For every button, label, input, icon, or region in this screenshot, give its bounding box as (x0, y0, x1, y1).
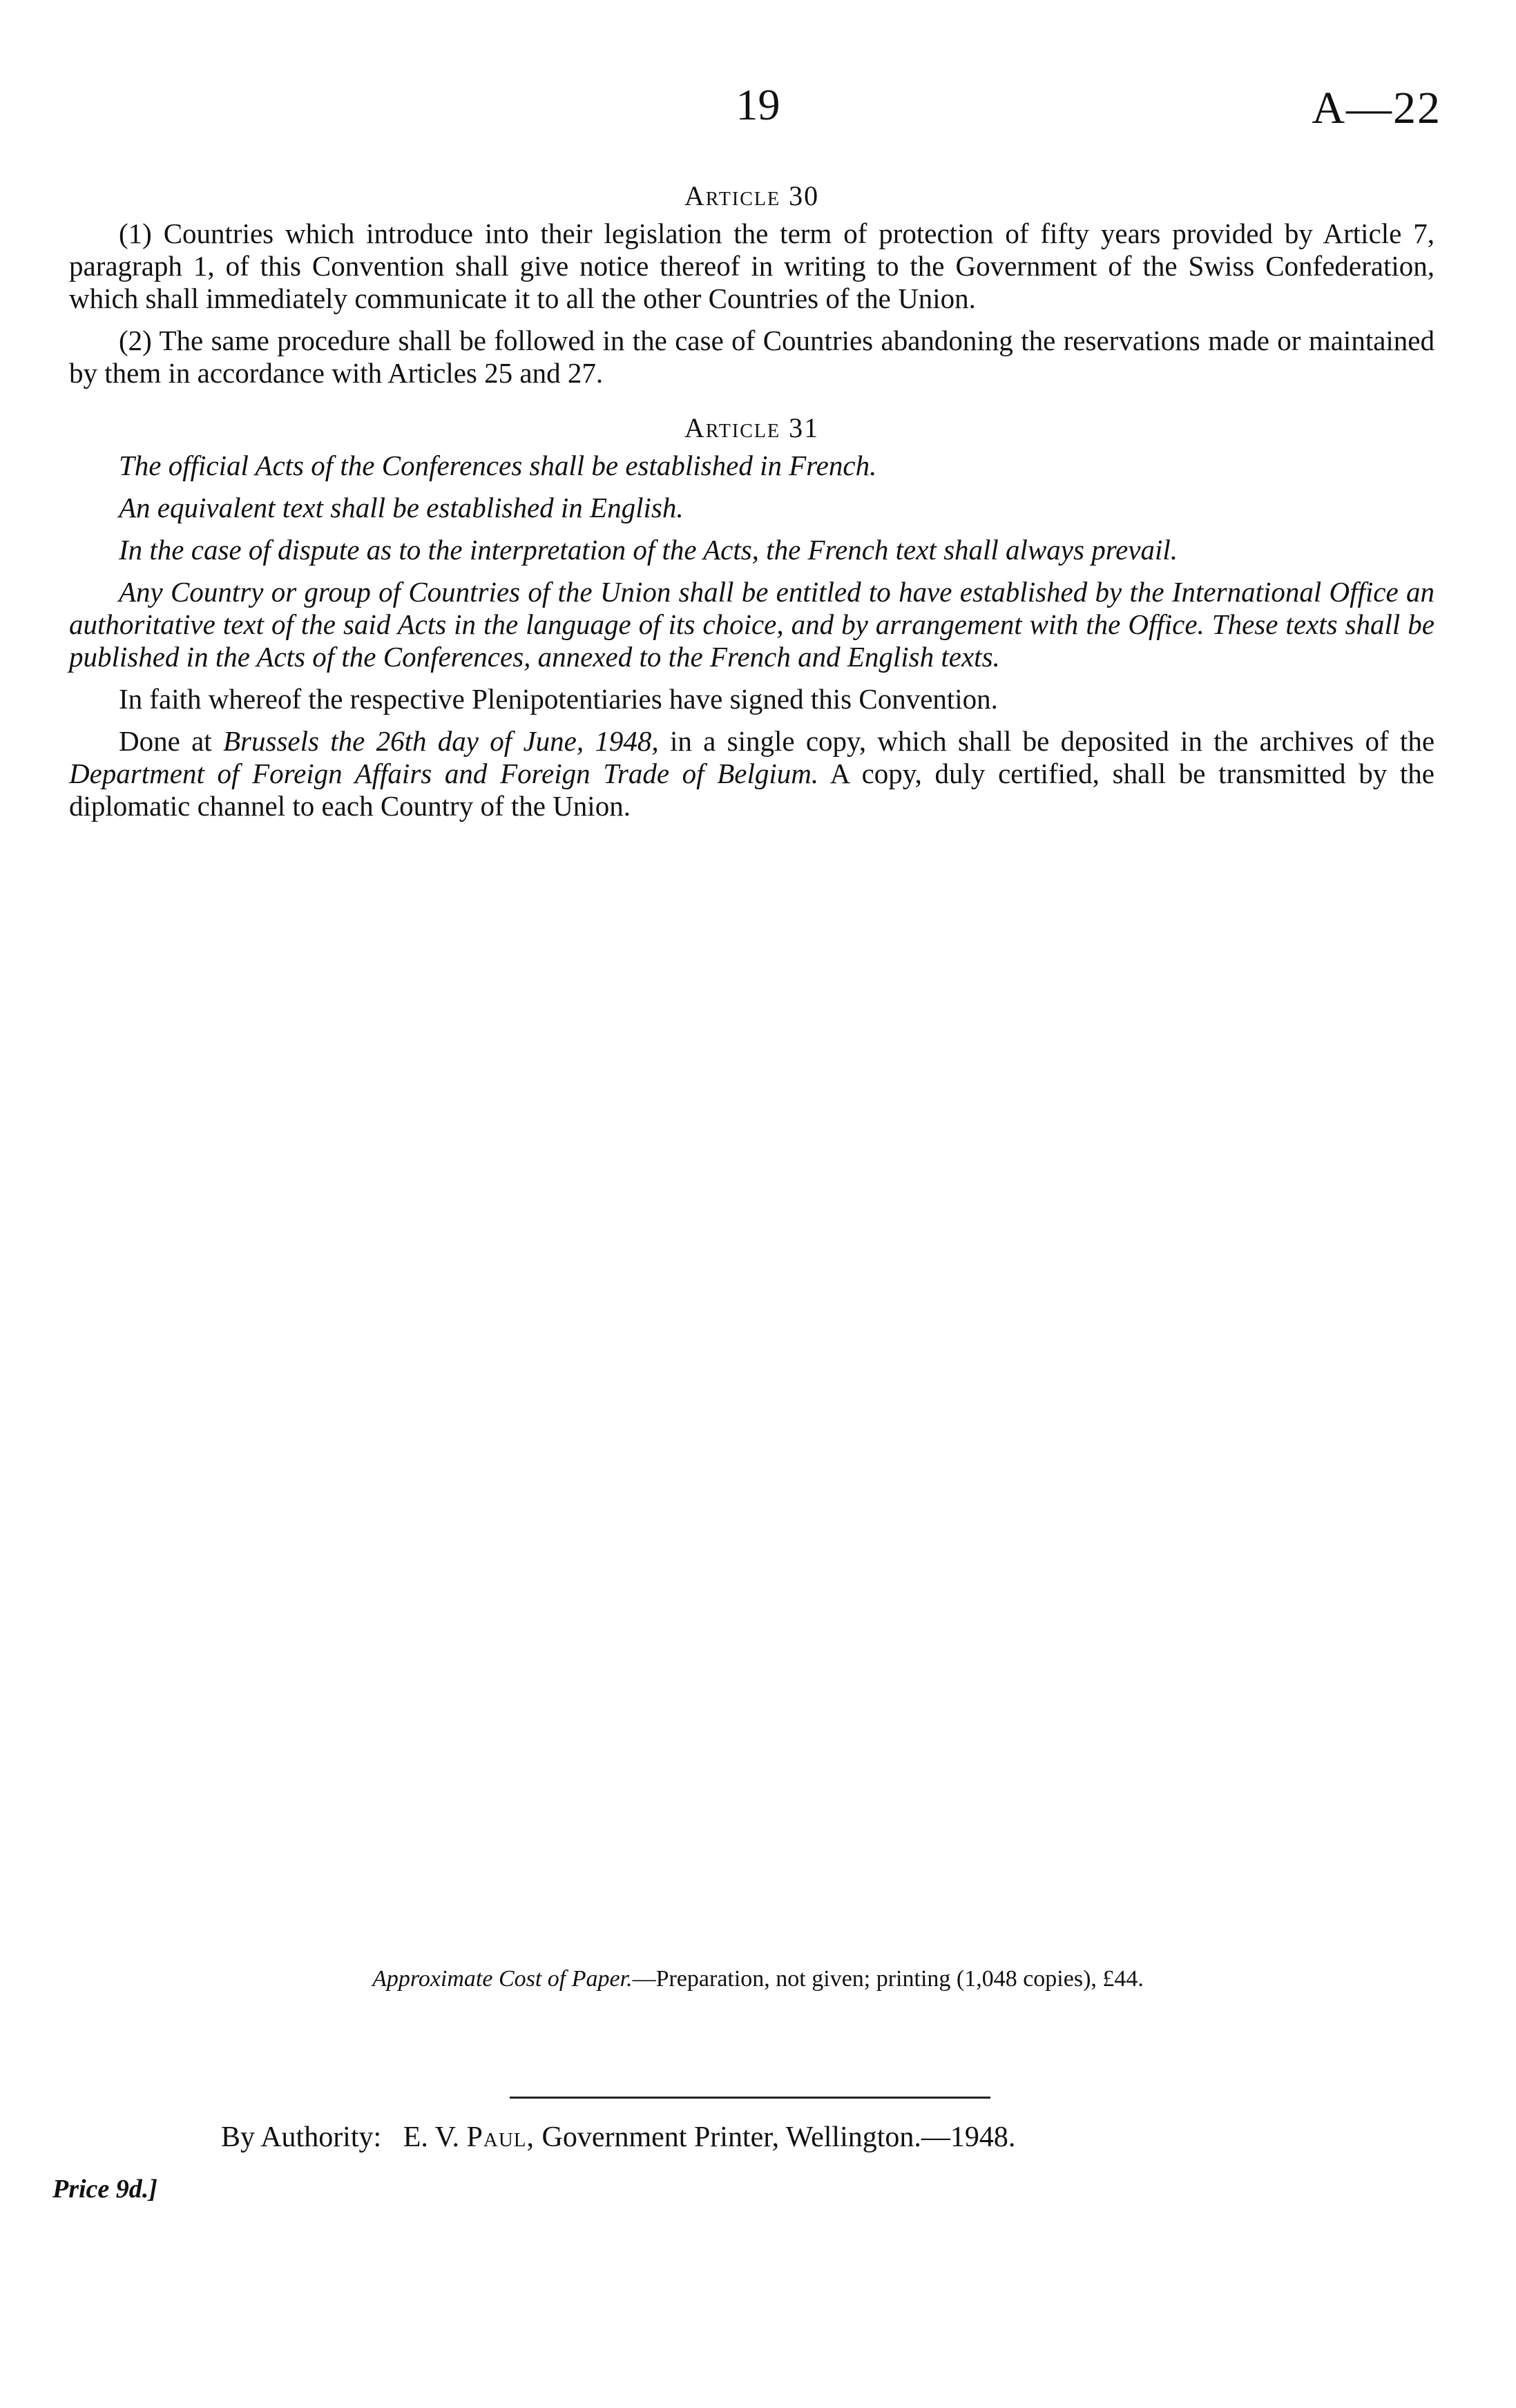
document-body (69, 180, 1435, 832)
cost-of-paper-note (0, 1965, 1516, 1994)
article-31-line-2: An equivalent text shall be established in English. (119, 492, 684, 523)
printer-authority-line (221, 2120, 1015, 2155)
document-reference: A—22 (1312, 83, 1441, 133)
done-middle: in a single copy, which shall be deposited in the archives of the (669, 725, 1435, 757)
article-31-line-3: In the case of dispute as to the interpretation of the Acts, the French text shall always prevail. (119, 534, 1178, 566)
printer-name: Paul, (466, 2121, 535, 2153)
article-30-paragraph-1: (1) Countries which introduce into their legislation the term of protection of fifty years provided by Article 7, paragraph 1, of this Convention shall give notice thereof in writing to the Government of the Swiss Confederation, which shall immediately communicate it to all the other Countries of the Union. (69, 218, 1435, 314)
printer-initials: E. V. (403, 2121, 460, 2153)
footer-divider (510, 2097, 990, 2099)
cost-text: —Preparation, not given; printing (1,048 copies), £44. (632, 1966, 1144, 1992)
authority-prefix: By Authority: (221, 2121, 382, 2153)
faith-clause: In faith whereof the respective Plenipotentiaries have signed this Convention. (119, 683, 998, 715)
done-department: Department of Foreign Affairs and Foreign Trade of Belgium. (69, 758, 819, 789)
done-at-clause (69, 725, 1435, 822)
done-prefix: Done at (119, 725, 212, 757)
done-suffix: A copy, duly certified, shall be transmitted by the diplomatic channel to each Country of the Union. (69, 758, 1435, 822)
article-30-paragraph-2: (2) The same procedure shall be followed in the case of Countries abandoning the reservations made or maintained by them in accordance with Articles 25 and 27. (69, 325, 1435, 389)
article-30-heading: Article 30 (684, 180, 820, 211)
printer-rest: Government Printer, Wellington.—1948. (541, 2121, 1016, 2153)
price-note: Price 9d.] (52, 2175, 157, 2204)
article-31-line-1: The official Acts of the Conferences shall be established in French. (119, 450, 877, 481)
article-31-line-4: Any Country or group of Countries of the Union shall be entitled to have established by the International Office an authoritative text of the said Acts in the language of its choice, and by arrangement with the Office. These texts shall be published in the Acts of the Conferences, annexed to the French and English texts. (69, 576, 1435, 673)
cost-label: Approximate Cost of Paper. (372, 1966, 633, 1992)
done-place-date: Brussels the 26th day of June, 1948, (222, 725, 659, 757)
page-number: 19 (736, 80, 780, 129)
article-31-heading: Article 31 (684, 412, 820, 443)
